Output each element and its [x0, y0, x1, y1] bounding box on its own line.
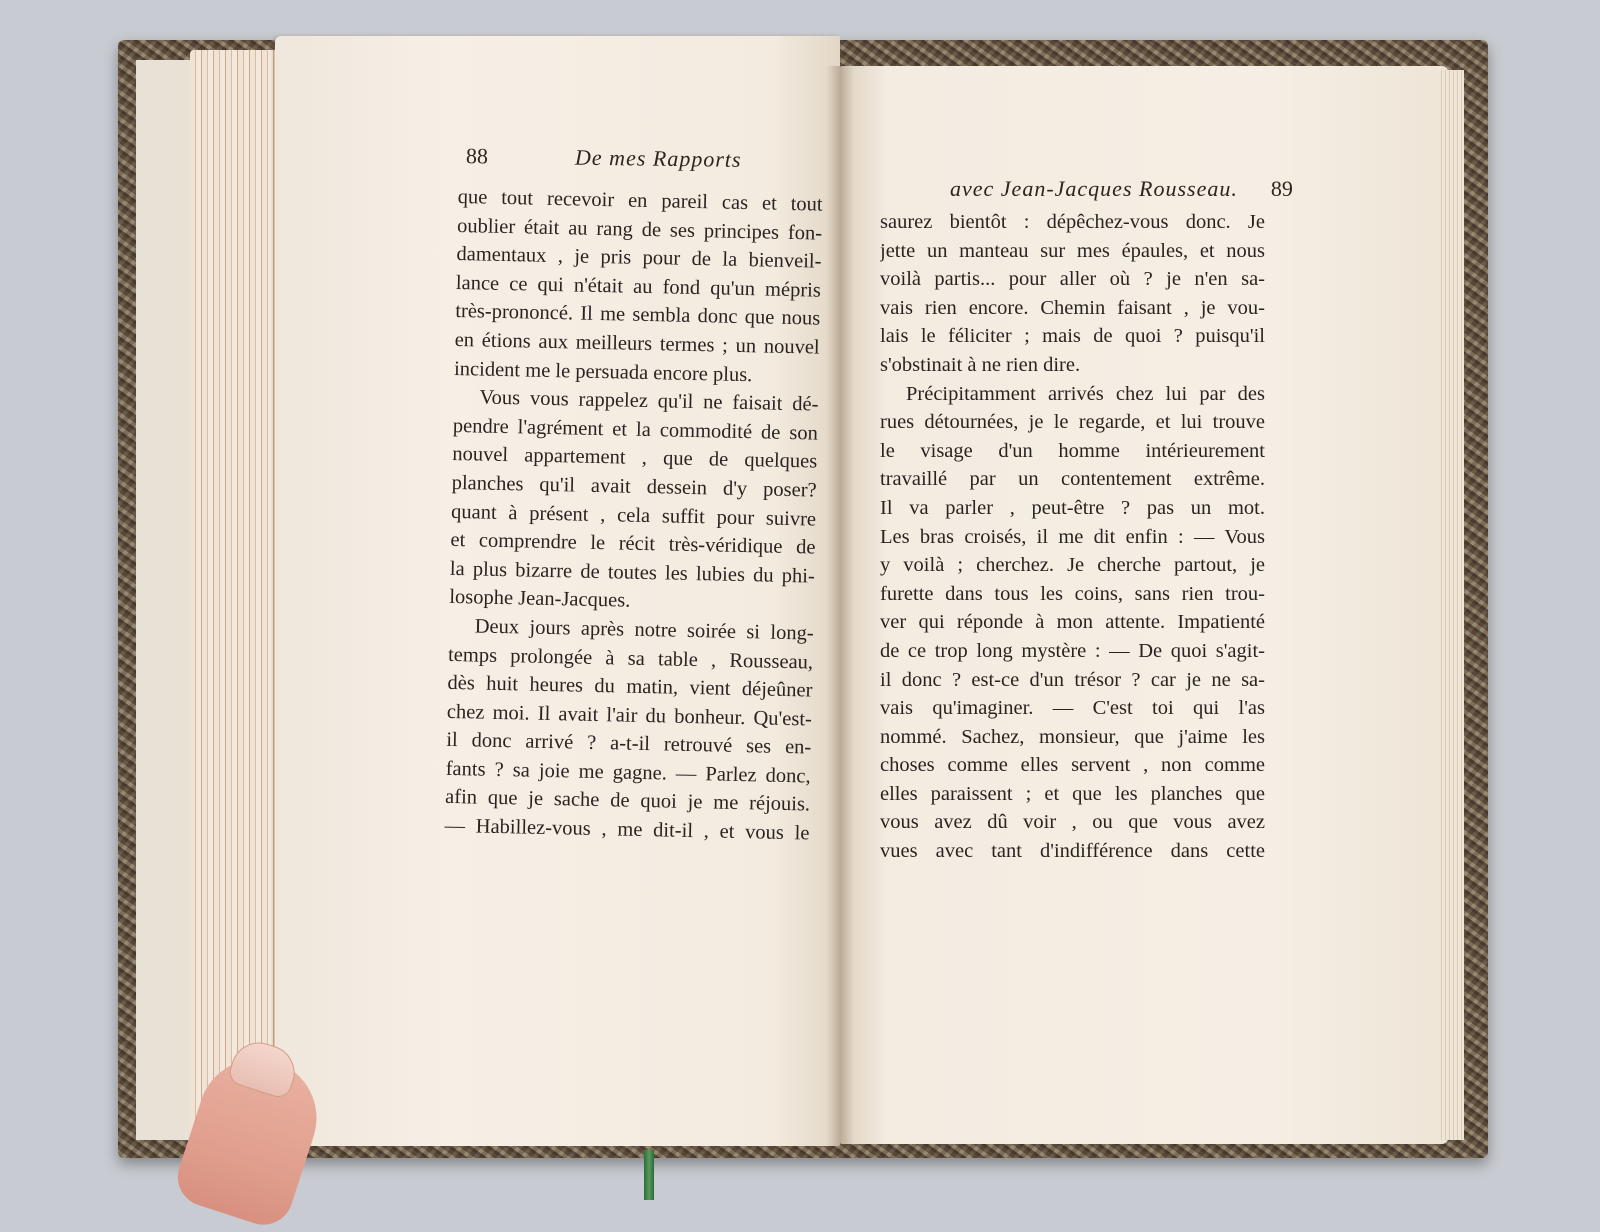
left-page-text-line: Vous vous rappelez qu'il ne faisait dé-: [479, 386, 819, 416]
left-page-text-line: et comprendre le récit très-véridique de: [450, 529, 816, 559]
left-page-text: [444, 183, 823, 848]
left-page-text-line: quant à présent , cela suffit pour suivre: [450, 500, 817, 531]
right-page-text-line: travaillé par un contentement extrême.: [880, 468, 1265, 491]
left-page-text-line: chez moi. Il avait l'air du bonheur. Qu'est-: [446, 700, 813, 731]
right-page-text-line: jette un manteau sur mes épaules, et nous: [880, 239, 1265, 262]
left-page-text-line: en étions aux meilleurs termes ; un nouvel: [454, 328, 820, 359]
left-page-text-line: afin que je sache de quoi je me réjouis.: [444, 786, 811, 816]
right-page-text-line: Il va parler , peut-être ? pas un mot.: [880, 496, 1265, 519]
right-page-text-line: vais qu'imaginer. — C'est toi qui l'as: [880, 697, 1265, 720]
ribbon-bookmark[interactable]: [644, 1150, 654, 1200]
left-page-text-line: temps prolongée à sa table , Rousseau,: [447, 643, 814, 674]
right-page-number: 89: [1270, 176, 1293, 201]
right-page-text-line: il donc ? est-ce d'un trésor ? car je ne sa-: [880, 668, 1265, 691]
right-page-text-line: vues avec tant d'indifférence dans cette: [880, 840, 1265, 863]
right-running-head: [950, 176, 1293, 202]
left-page-text-line: pendre l'agrément et la commodité de son: [452, 414, 819, 445]
right-page-text-line: saurez bientôt : dépêchez-vous donc. Je: [880, 211, 1265, 233]
right-page-text-line: Précipitamment arrivés chez lui par des: [906, 382, 1265, 405]
left-page-text-line: damentaux , je pris pour de la bienveil-: [456, 243, 822, 273]
left-page-text-line: Deux jours après notre soirée si long-: [474, 615, 814, 645]
right-page-text-line: ver qui réponde à mon attente. Impatienté: [880, 611, 1265, 634]
right-page-text-line: choses comme elles servent , non comme: [880, 754, 1265, 777]
right-page-text-line: s'obstinait à ne rien dire.: [880, 353, 1081, 376]
right-page-text-line: elles paraissent ; et que les planches que: [880, 782, 1265, 805]
left-running-title: De mes Rapports: [574, 144, 742, 172]
left-page-text-line: planches qu'il avait dessein d'y poser?: [451, 471, 817, 502]
left-page-text-line: fants ? sa joie me gagne. — Parlez donc,: [445, 757, 811, 788]
left-endpaper: [136, 60, 197, 1140]
left-page-text-line: il donc arrivé ? a-t-il retrouvé ses en-: [446, 729, 812, 759]
right-page-text-line: de ce trop long mystère : — De quoi s'agit-: [880, 639, 1265, 662]
left-page-text-line: la plus bizarre de toutes les lubies du phi-: [449, 557, 816, 588]
left-page-text-line: très-prononcé. Il me sembla donc que nous: [455, 300, 821, 330]
left-page-text-line: que tout recevoir en pareil cas et tout: [457, 185, 823, 216]
page-edges-right: [1438, 70, 1464, 1140]
book-gutter: [826, 66, 854, 1146]
left-page-text-line: incident me le persuada encore plus.: [453, 357, 753, 386]
right-page-text-line: voilà partis... pour aller où ? je n'en sa-: [880, 268, 1265, 291]
right-page-text-line: Les bras croisés, il me dit enfin : — Vous: [880, 525, 1265, 548]
left-page-text-line: oublier était au rang de ses principes fon-: [456, 214, 823, 245]
right-page-text-line: vous avez dû voir , ou que vous avez: [880, 811, 1265, 834]
right-page-text-line: y voilà ; cherchez. Je cherche partout, je: [880, 554, 1265, 577]
page-edges-left: [190, 50, 280, 1145]
right-page-text-line: le visage d'un homme intérieurement: [880, 439, 1265, 462]
right-page-text-line: rues détournées, je le regarde, et lui trouve: [880, 411, 1265, 434]
right-running-title: avec Jean-Jacques Rousseau.: [950, 176, 1238, 201]
left-page-text-line: losophe Jean-Jacques.: [449, 586, 631, 613]
right-page-text-line: lais le féliciter ; mais de quoi ? puisqu'il: [880, 325, 1265, 348]
right-page-text-line: vais rien encore. Chemin faisant , je vou-: [880, 296, 1265, 319]
right-page-text-line: furette dans tous les coins, sans rien trou-: [880, 582, 1265, 605]
left-page-text-line: lance ce qui n'était au fond qu'un mépris: [455, 271, 822, 302]
left-page-text-line: dès huit heures du matin, vient déjeûner: [447, 671, 813, 702]
right-page-text-line: nommé. Sachez, monsieur, que j'aime les: [880, 725, 1265, 748]
right-page-text: [880, 208, 1265, 866]
left-page-text-line: nouvel appartement , que de quelques: [452, 443, 818, 473]
left-page-number: 88: [465, 143, 489, 169]
left-page-text-line: — Habillez-vous , me dit-il , et vous le: [444, 814, 810, 845]
left-running-head: [466, 143, 742, 173]
